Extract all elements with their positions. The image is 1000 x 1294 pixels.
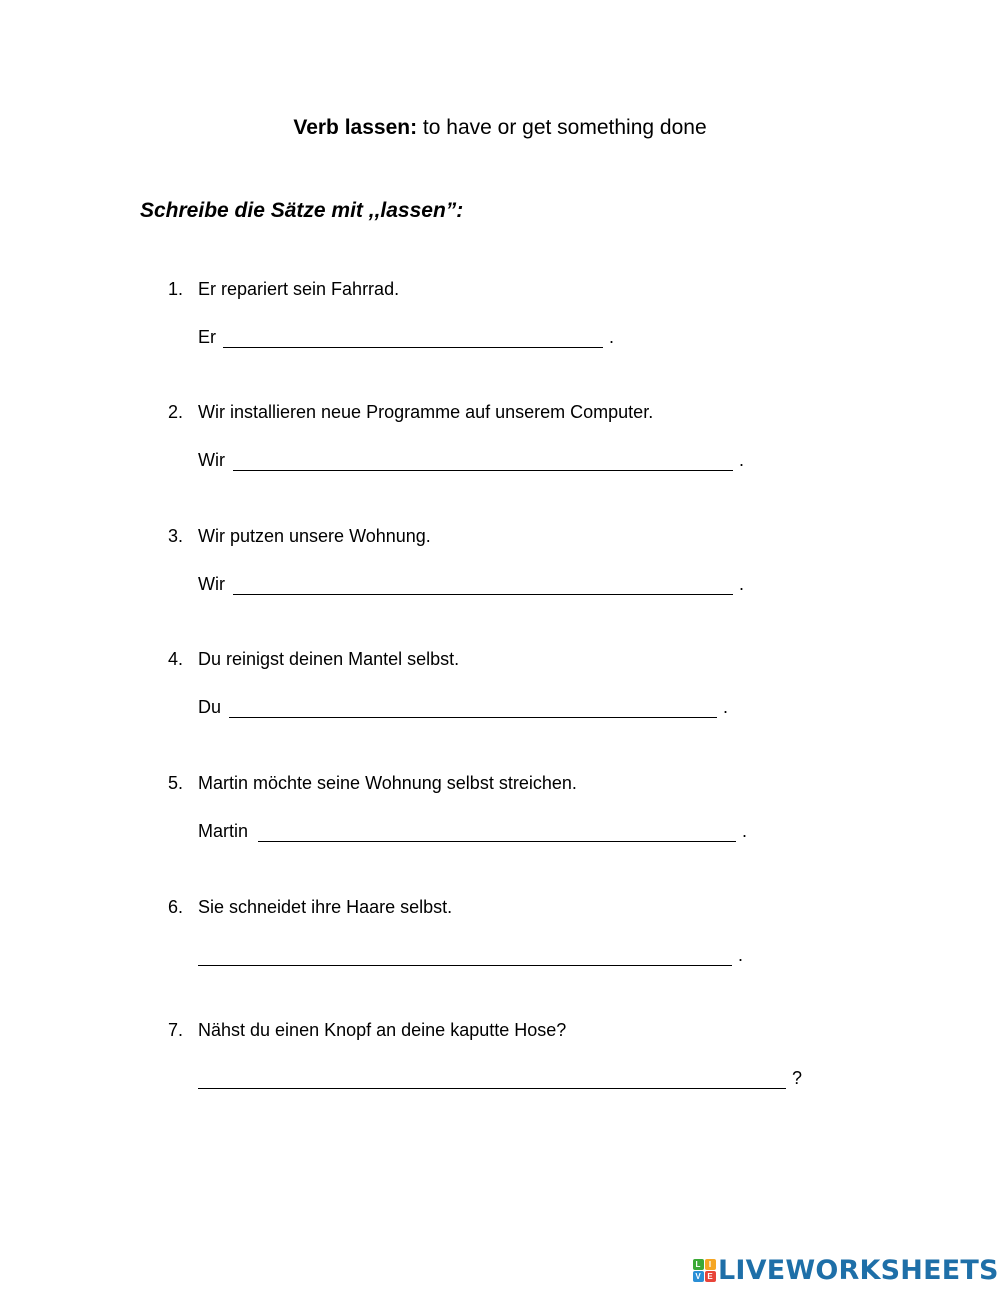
- exercise-item: [0, 649, 1000, 749]
- logo-icon-tile: E: [705, 1271, 716, 1282]
- exercise-sentence: Er repariert sein Fahrrad.: [198, 279, 400, 299]
- answer-prefix: Wir: [198, 574, 225, 594]
- exercise-item: [0, 1020, 1000, 1120]
- exercise-item: [0, 526, 1000, 626]
- exercise-sentence: Wir installieren neue Programme auf unserem Computer.: [198, 402, 654, 422]
- answer-punctuation: .: [723, 697, 729, 717]
- answer-input[interactable]: [233, 594, 733, 595]
- answer-punctuation: .: [742, 821, 748, 841]
- answer-prefix: Wir: [198, 450, 225, 470]
- answer-input[interactable]: [233, 470, 733, 471]
- answer-input[interactable]: [198, 1088, 786, 1089]
- exercise-item: [0, 773, 1000, 873]
- exercise-item: [0, 279, 1000, 379]
- exercise-sentence: Du reinigst deinen Mantel selbst.: [198, 649, 460, 669]
- answer-prefix: Du: [198, 697, 222, 717]
- liveworksheets-logo-icon: [692, 1258, 716, 1282]
- answer-input[interactable]: [258, 841, 736, 842]
- instruction-heading: Schreibe die Sätze mit ,,lassen”:: [140, 199, 464, 222]
- answer-input[interactable]: [223, 347, 603, 348]
- exercise-number: 1.: [168, 279, 184, 299]
- exercise-number: 6.: [168, 897, 184, 917]
- title-rest: to have or get something done: [417, 116, 707, 139]
- exercise-number: 2.: [168, 402, 184, 422]
- exercise-sentence: Nähst du einen Knopf an deine kaputte Hose?: [198, 1020, 567, 1040]
- answer-punctuation: ?: [792, 1068, 803, 1088]
- exercise-item: [0, 402, 1000, 502]
- worksheet-title: [0, 116, 1000, 140]
- answer-punctuation: .: [609, 327, 615, 347]
- answer-input[interactable]: [229, 717, 717, 718]
- answer-prefix: Martin: [198, 821, 249, 841]
- logo-icon-tile: V: [693, 1271, 704, 1282]
- exercise-sentence: Wir putzen unsere Wohnung.: [198, 526, 431, 546]
- answer-prefix: Er: [198, 327, 216, 347]
- answer-punctuation: .: [739, 450, 745, 470]
- exercise-sentence: Sie schneidet ihre Haare selbst.: [198, 897, 453, 917]
- liveworksheets-logo[interactable]: [692, 1256, 999, 1284]
- exercise-sentence: Martin möchte seine Wohnung selbst streichen.: [198, 773, 577, 793]
- exercise-number: 5.: [168, 773, 184, 793]
- exercise-number: 4.: [168, 649, 184, 669]
- answer-punctuation: .: [739, 574, 745, 594]
- title-bold: Verb lassen:: [293, 116, 418, 139]
- logo-icon-tile: L: [693, 1259, 704, 1270]
- logo-icon-tile: I: [705, 1259, 716, 1270]
- exercise-number: 3.: [168, 526, 184, 546]
- exercise-number: 7.: [168, 1020, 184, 1040]
- logo-text: LIVEWORKSHEETS: [718, 1254, 999, 1286]
- answer-input[interactable]: [198, 965, 732, 966]
- exercise-item: [0, 897, 1000, 997]
- answer-punctuation: .: [738, 945, 744, 965]
